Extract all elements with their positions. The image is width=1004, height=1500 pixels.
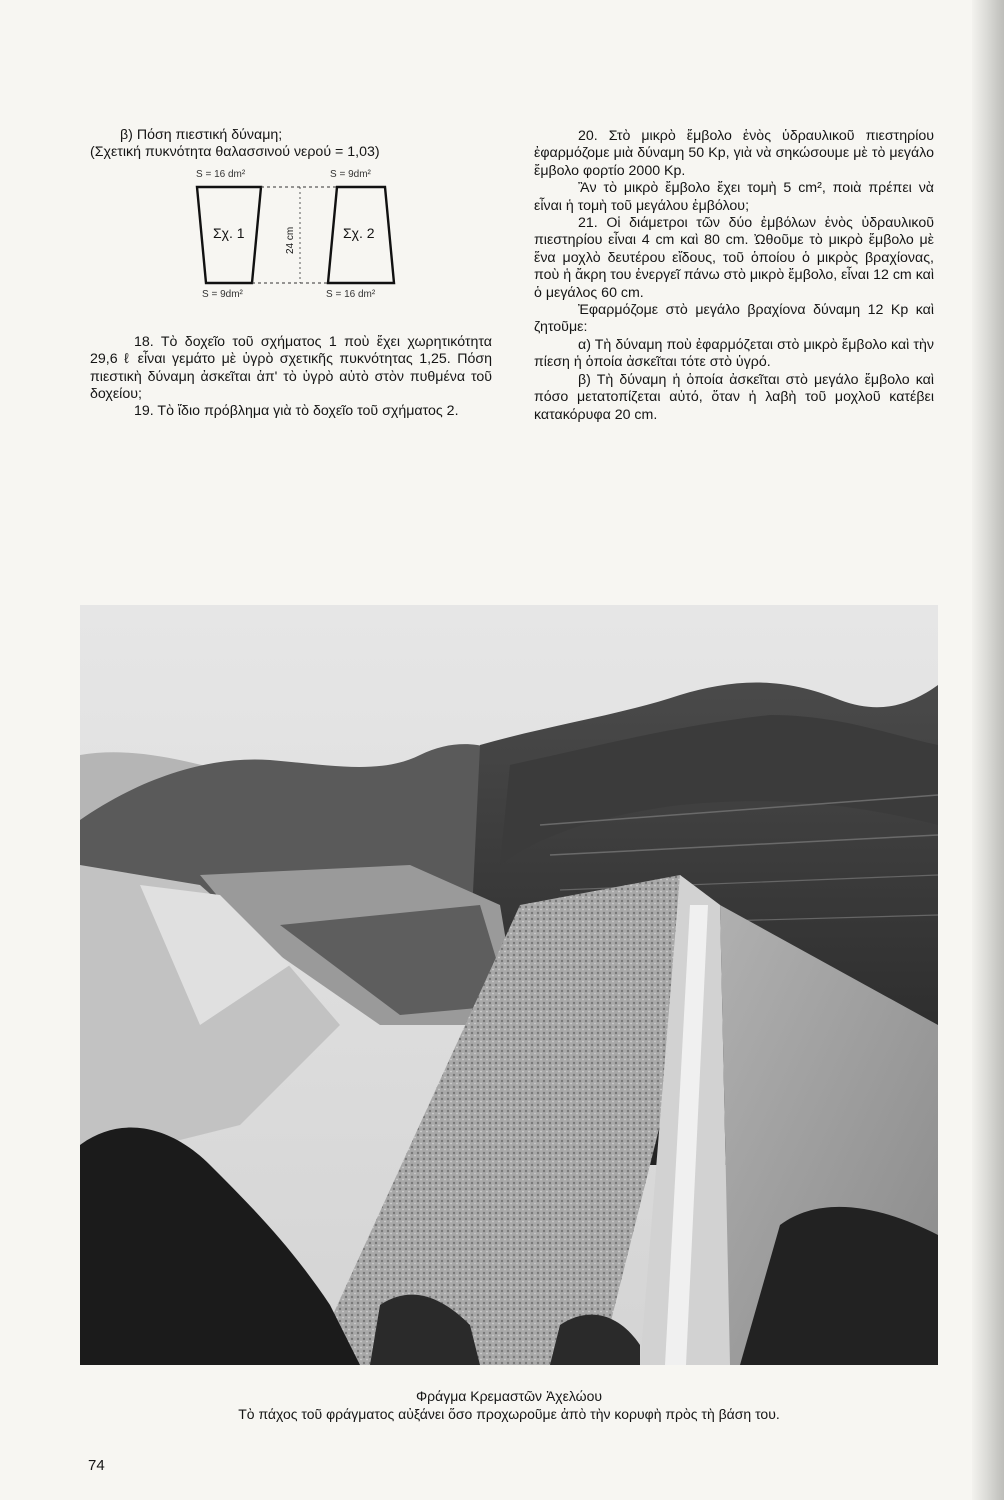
fig1-label: Σχ. 1 xyxy=(213,224,245,241)
dam-photo-illustration xyxy=(80,605,938,1365)
fig2-label: Σχ. 2 xyxy=(343,224,375,241)
fig2-bottom-area: S = 16 dm² xyxy=(326,288,376,300)
question-b: β) Πόση πιεστική δύναμη; xyxy=(120,127,283,143)
height-label: 24 cm xyxy=(285,226,296,254)
caption-text: Τὸ πάχος τοῦ φράγματος αὐξάνει ὅσο προχωροῦμε ἀπὸ τὴν κορυφὴ πρὸς τὴ βάση του. xyxy=(238,1406,780,1422)
caption-title: Φράγμα Κρεμαστῶν Ἀχελώου xyxy=(415,1388,603,1404)
fig2-top-area: S = 9dm² xyxy=(330,168,371,180)
exercise-19: 19. Τὸ ἴδιο πρόβλημα γιὰ τὸ δοχεῖο τοῦ σχήματος 2. xyxy=(134,403,459,420)
photo-caption xyxy=(80,1387,938,1423)
fig1-bottom-area: S = 9dm² xyxy=(202,288,243,300)
exercise-18: 18. Τὸ δοχεῖο τοῦ σχήματος 1 ποὺ ἔχει χωρητικότητα 29,6 ℓ εἶναι γεμάτο μὲ ὑγρὸ σχετικῆς πυκνότητας 1,25. Πόση πιεστικὴ δύναμη ἀσκεῖται ἀπ' τὸ ὑγρὸ αὐτὸ στὸν πυθμένα τοῦ δοχείου; xyxy=(90,333,492,403)
left-column xyxy=(90,127,492,421)
dam-photograph xyxy=(80,605,938,1365)
density-note: (Σχετική πυκνότητα θαλασσινού νερού = 1,03) xyxy=(90,144,380,161)
page-number: 74 xyxy=(88,1457,105,1474)
exercise-21-part-b: β) Τὴ δύναμη ἡ ὁποία ἀσκεῖται στὸ μεγάλο ἔμβολο καὶ πόσο μετατοπίζεται αὐτό, ὅταν ἡ λαβὴ τοῦ μοχλοῦ κατέβει κατακόρυφα 20 cm. xyxy=(534,371,934,423)
right-column xyxy=(534,128,934,424)
exercise-21-part-a: α) Τὴ δύναμη ποὺ ἐφαρμόζεται στὸ μικρὸ ἔμβολο καὶ τὴν πίεση ἡ ὁποία ἀσκεῖται τότε στὸ ὑγρό. xyxy=(534,336,934,371)
book-spine-shadow xyxy=(972,0,1004,1500)
exercise-21: 21. Οἱ διάμετροι τῶν δύο ἐμβόλων ἑνὸς ὑδραυλικοῦ πιεστηρίου εἶναι 4 cm καὶ 80 cm. Ὠθοῦμε τὸ μικρὸ ἔμβολο μὲ ἕνα μοχλὸ δευτέρου εἴδους, τοῦ ὁποίου ὁ μικρὸς βραχίονας, ποὺ ἡ ἄκρη του ἐνεργεῖ πάνω στὸ μικρὸ ἔμβολο, εἶναι 12 cm καὶ ὁ μεγάλος 60 cm. xyxy=(534,215,934,301)
fig1-top-area: S = 16 dm² xyxy=(196,168,246,180)
exercise-20-question: Ἂν τὸ μικρὸ ἔμβολο ἔχει τομὴ 5 cm², ποιὰ πρέπει νὰ εἶναι ἡ τομὴ τοῦ μεγάλου ἐμβόλου; xyxy=(534,180,934,214)
exercise-21-given: Ἐφαρμόζομε στὸ μεγάλο βραχίονα δύναμη 12 Kp καὶ ζητοῦμε: xyxy=(534,302,934,336)
vessel-figure xyxy=(90,168,492,318)
exercise-20: 20. Στὸ μικρὸ ἔμβολο ἑνὸς ὑδραυλικοῦ πιεστηρίου ἐφαρμόζομε μιὰ δύναμη 50 Kp, γιὰ νὰ σηκώσουμε μὲ τὸ μεγάλο ἔμβολο φορτίο 2000 Kp. xyxy=(534,128,934,179)
